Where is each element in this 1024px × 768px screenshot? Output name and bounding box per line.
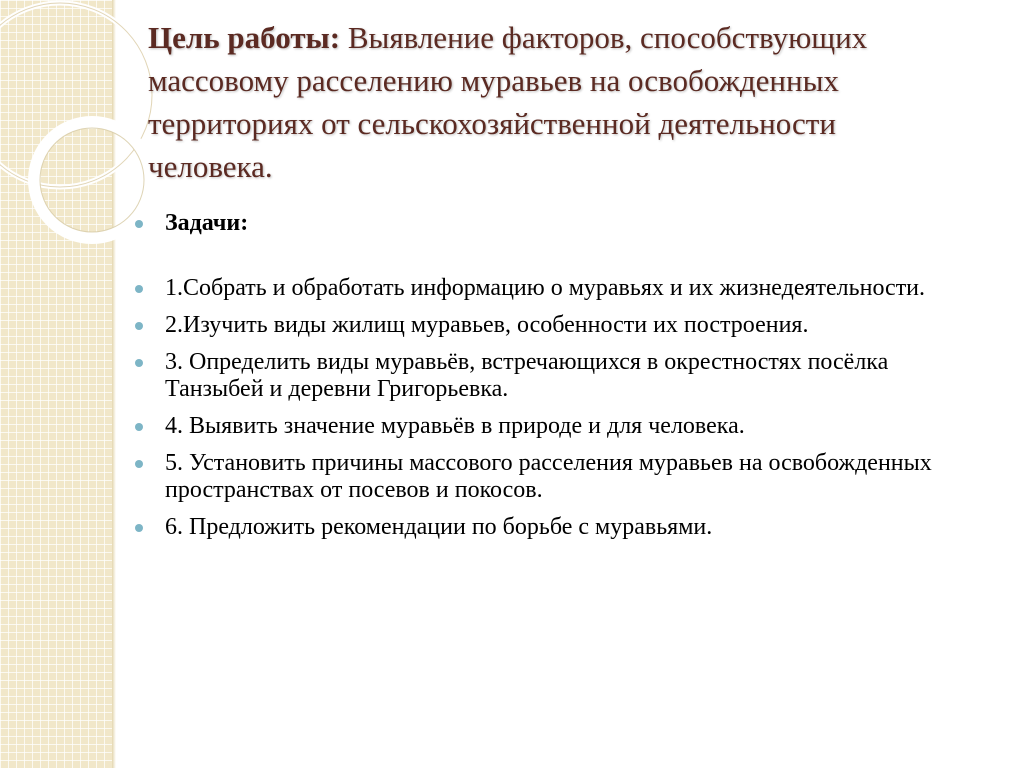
bullet-icon [135, 322, 143, 330]
bullet-icon [135, 524, 143, 532]
task-text: 6. Предложить рекомендации по борьбе с муравьями. [165, 514, 713, 540]
list-item [130, 275, 980, 302]
slide-title [148, 16, 968, 188]
bullet-icon [135, 359, 143, 367]
list-item [130, 413, 980, 440]
list-item [130, 514, 980, 541]
bullet-icon [135, 220, 143, 228]
list-item-heading [130, 210, 980, 237]
bullet-icon [135, 285, 143, 293]
task-text: 1.Собрать и обработать информацию о муравьях и их жизнедеятельности. [165, 275, 926, 301]
list-item [130, 349, 980, 403]
task-text: 5. Установить причины массового расселения муравьев на освобожденных пространствах от посевов и покосов. [165, 450, 932, 503]
title-lead: Цель работы: [148, 20, 341, 55]
list-item [130, 450, 980, 504]
list-item [130, 312, 980, 339]
task-text: 2.Изучить виды жилищ муравьев, особенности их построения. [165, 312, 809, 338]
tasks-list [130, 210, 980, 551]
bullet-icon [135, 460, 143, 468]
tasks-heading: Задачи: [165, 210, 249, 236]
title-text: Выявление факторов, способствующих массовому расселению муравьев на освобожденных территориях от сельскохозяйственной деятельности человека. [148, 20, 868, 184]
bullet-icon [135, 423, 143, 431]
task-text: 4. Выявить значение муравьёв в природе и для человека. [165, 413, 745, 439]
task-text: 3. Определить виды муравьёв, встречающихся в окрестностях посёлка Танзыбей и деревни Григорьевка. [165, 349, 889, 402]
